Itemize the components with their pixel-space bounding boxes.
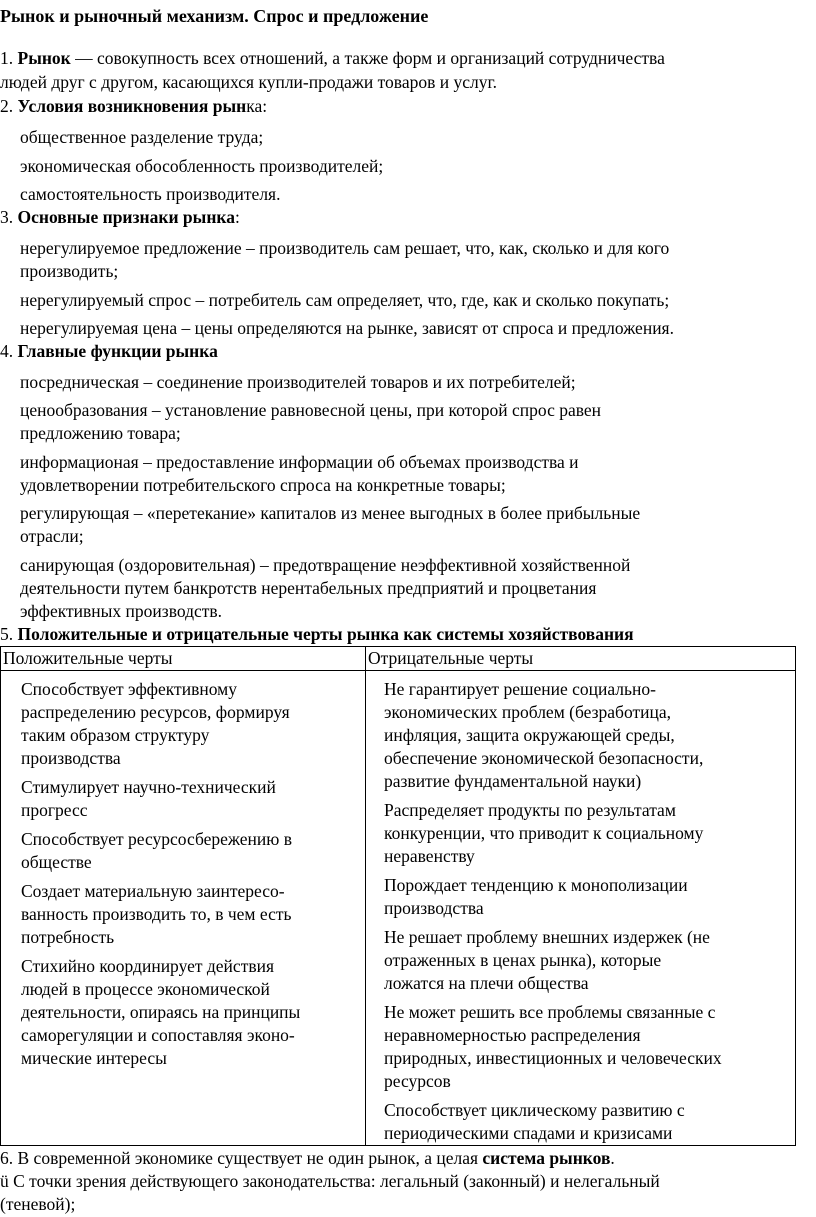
list-item xyxy=(1,955,365,1070)
list-item xyxy=(366,1001,795,1093)
list-item: ценообразования – установление равновесной цены, при которой спрос равен xyxy=(20,400,602,420)
section-6-term: система рынков xyxy=(482,1148,611,1168)
bullet-item xyxy=(0,1170,660,1193)
text-line: мические интересы xyxy=(21,1048,167,1068)
section-4-heading xyxy=(0,340,218,363)
text-line: людей в процессе экономической xyxy=(21,979,270,999)
list-item-continued: производить; xyxy=(20,261,119,281)
text-line: Не гарантирует решение социально- xyxy=(384,679,656,699)
table-header-positive xyxy=(1,647,366,671)
list-item xyxy=(366,799,795,868)
text-line: неравенству xyxy=(384,846,475,866)
text-line: обществе xyxy=(21,852,92,872)
list-item-continued: эффективных производств. xyxy=(20,601,223,621)
table-header-negative xyxy=(366,647,796,671)
list-item xyxy=(366,874,795,920)
section-6-text: 6. В современной экономике существует не один рынок, а целая xyxy=(0,1148,483,1168)
features-table xyxy=(0,646,796,1146)
text-line: Способствует циклическому развитию с xyxy=(384,1100,685,1120)
bullet-item-text-line2: (теневой); xyxy=(0,1194,76,1214)
list-item: экономическая обособленность производителей; xyxy=(20,156,384,176)
section-1-text-line2: людей друг с другом, касающихся купли-продажи товаров и услуг. xyxy=(0,72,498,92)
text-line: таким образом структуру xyxy=(21,725,210,745)
text-line: Не решает проблему внешних издержек (не xyxy=(384,927,710,947)
list-item: общественное разделение труда; xyxy=(20,127,264,147)
list-item-continued: деятельности путем банкротств нерентабельных предприятий и процветания xyxy=(20,578,597,598)
section-5-heading xyxy=(0,623,634,646)
text-line: Не может решить все проблемы связанные с xyxy=(384,1002,716,1022)
list-item: нерегулируемый спрос – потребитель сам определяет, что, где, как и сколько покупать; xyxy=(20,290,670,310)
section-1 xyxy=(0,47,665,70)
section-5-number: 5. xyxy=(0,624,18,644)
section-2-number: 2. xyxy=(0,96,18,116)
list-item: посредническая – соединение производителей товаров и их потребителей; xyxy=(20,372,576,392)
bullet-item-text-line1: С точки зрения действующего законодательства: легальный (законный) и нелегальный xyxy=(8,1171,660,1191)
section-2-heading xyxy=(0,95,267,118)
list-item xyxy=(366,678,795,793)
list-item xyxy=(366,1099,795,1145)
text-line: Создает материальную заинтересо- xyxy=(21,881,285,901)
section-4-number: 4. xyxy=(0,341,18,361)
section-5-term: Положительные и отрицательные черты рынка как системы хозяйствования xyxy=(17,624,634,644)
text-line: обеспечение экономической безопасности, xyxy=(384,748,704,768)
list-item: регулирующая – «перетекание» капиталов из менее выгодных в более прибыльные xyxy=(20,503,641,523)
text-line: отраженных в ценах рынка), которые xyxy=(384,950,662,970)
section-6-end: . xyxy=(610,1148,615,1168)
table-cell-positive xyxy=(1,671,366,1146)
list-item: нерегулируемая цена – цены определяются на рынке, зависят от спроса и предложения. xyxy=(20,318,674,338)
text-line: конкуренции, что приводит к социальному xyxy=(384,823,704,843)
text-line: ресурсов xyxy=(384,1071,451,1091)
text-line: Стимулирует научно-технический xyxy=(21,777,276,797)
text-line: Порождает тенденцию к монополизации xyxy=(384,875,688,895)
text-line: развитие фундаментальной науки) xyxy=(384,771,642,791)
text-line: неравномерностью распределения xyxy=(384,1025,641,1045)
list-item: самостоятельность производителя. xyxy=(20,184,281,204)
text-line: ложатся на плечи общества xyxy=(384,973,589,993)
text-line: потребность xyxy=(21,927,115,947)
list-item xyxy=(1,776,365,822)
table-header-negative-label: Отрицательные черты xyxy=(368,648,534,668)
list-item xyxy=(1,828,365,874)
page-title: Рынок и рыночный механизм. Спрос и предложение xyxy=(0,6,429,26)
list-item: нерегулируемое предложение – производитель сам решает, что, как, сколько и для кого xyxy=(20,238,670,258)
text-line: Способствует эффективному xyxy=(21,679,237,699)
section-2-term-rest: ка: xyxy=(246,96,268,116)
text-line: экономических проблем (безработица, xyxy=(384,702,671,722)
list-item: санирующая (оздоровительная) – предотвращение неэффективной хозяйственной xyxy=(20,555,631,575)
list-item-continued: предложению товара; xyxy=(20,423,181,443)
text-line: Распределяет продукты по результатам xyxy=(384,800,676,820)
text-line: ванность производить то, в чем есть xyxy=(21,904,292,924)
section-1-text-line1: — совокупность всех отношений, а также форм и организаций сотрудничества xyxy=(70,48,665,68)
section-1-term: Рынок xyxy=(17,48,71,68)
check-bullet-icon: ü xyxy=(0,1171,9,1191)
text-line: инфляция, защита окружающей среды, xyxy=(384,725,675,745)
section-3-term: Основные признаки рынка xyxy=(17,207,235,227)
text-line: прогресс xyxy=(21,800,88,820)
text-line: производства xyxy=(384,898,484,918)
text-line: периодическими спадами и кризисами xyxy=(384,1123,673,1143)
text-line: деятельности, опираясь на принципы xyxy=(21,1002,301,1022)
section-3-heading xyxy=(0,206,240,229)
text-line: производства xyxy=(21,748,121,768)
list-item-continued: удовлетворении потребительского спроса на конкретные товары; xyxy=(20,475,506,495)
list-item xyxy=(1,880,365,949)
text-line: природных, инвестиционных и человеческих xyxy=(384,1048,722,1068)
text-line: саморегуляции и сопоставляя эконо- xyxy=(21,1025,295,1045)
list-item: информационая – предоставление информации об объемах производства и xyxy=(20,452,579,472)
section-6 xyxy=(0,1147,615,1170)
section-3-number: 3. xyxy=(0,207,18,227)
list-item-continued: отрасли; xyxy=(20,526,84,546)
text-line: Стихийно координирует действия xyxy=(21,956,275,976)
section-2-term: Условия возникновения рын xyxy=(17,96,247,116)
section-4-term: Главные функции рынка xyxy=(17,341,218,361)
table-header-positive-label: Положительные черты xyxy=(3,648,173,668)
list-item xyxy=(366,926,795,995)
section-1-number: 1. xyxy=(0,48,18,68)
section-3-term-rest: : xyxy=(234,207,240,227)
text-line: Способствует ресурсосбережению в xyxy=(21,829,292,849)
list-item xyxy=(1,678,365,770)
text-line: распределению ресурсов, формируя xyxy=(21,702,290,722)
table-cell-negative xyxy=(366,671,796,1146)
